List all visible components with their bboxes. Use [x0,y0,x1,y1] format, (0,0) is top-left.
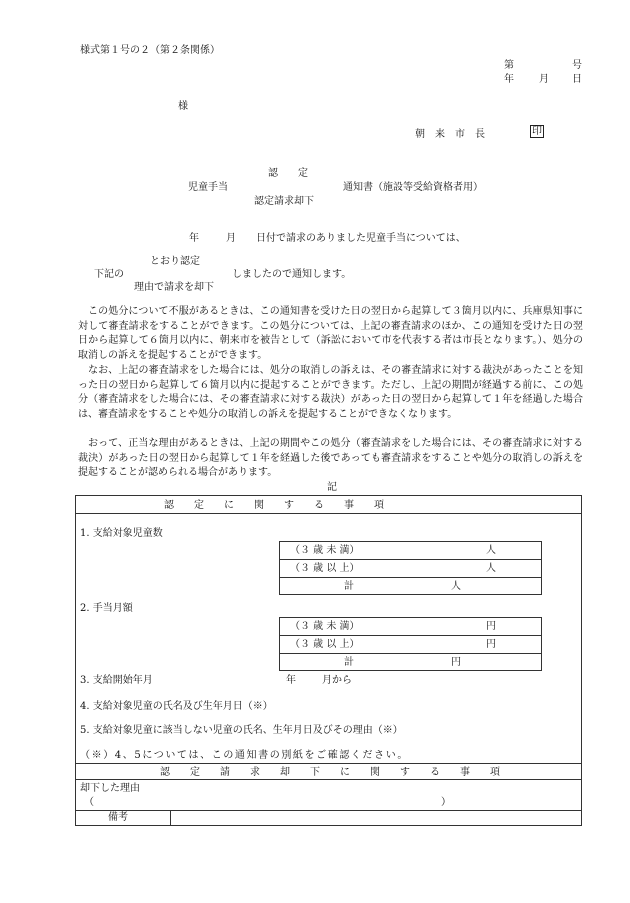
date-month: 月 [539,74,549,85]
appeal-paragraph-3: おって、正当な理由があるときは、上記の期間やこの処分（審査請求をした場合には、その審査請求に対する裁決）があった日の翌日から起算して１年を経過した後であっても審査請求をすることや処分の取消しの訴えを提起することが認められる場合があります。 [78,438,583,479]
intro-option-bottom: 理由で請求を却下 [134,282,214,293]
doc-no-label: 第 [504,60,514,71]
amount-total-label: 計 [344,657,354,668]
section1-header: 認 定 に 関 す る 事 項 [164,500,384,511]
reason-close-paren: ） [441,797,451,808]
reason-label: 却下した理由 [80,783,140,794]
title-option-bottom: 認定請求却下 [254,196,314,207]
intro-year: 年 [189,233,199,244]
title-option-top: 認 定 [268,168,308,179]
title-left: 児童手当 [188,182,228,193]
count-over3-unit: 人 [486,563,496,574]
item1-label: 1. 支給対象児童数 [80,528,163,539]
doc-no-unit: 号 [572,60,582,71]
amount-over3-unit: 円 [486,639,496,650]
appeal-paragraph-2: なお、上記の審査請求をした場合には、処分の取消しの訴えは、その審査請求に対する裁決があったことを知った日の翌日から起算して６箇月以内に提起することができます。ただし、上記の期間が経過する前に、この処分（審査請求をした場合には、その審査請求に対する裁決）があった日の翌日から起算して１年を経過した場合は、審査請求をすることや処分の取消しの訴えを提起することができなくなります。 [78,365,583,421]
item3-year: 年 [286,675,296,686]
amount-total-unit: 円 [451,657,461,668]
remarks-label: 備考 [108,812,128,823]
date-year: 年 [504,74,514,85]
count-total-unit: 人 [451,581,461,592]
item4-label: 4. 支給対象児童の氏名及び生年月日（※） [80,701,273,712]
count-under3-unit: 人 [486,545,496,556]
intro-prefix: 下記の [94,269,124,280]
intro-month: 月 [226,233,236,244]
item2-label: 2. 手当月額 [80,603,133,614]
amount-under3-unit: 円 [486,621,496,632]
count-over3-label: （３ 歳 以 上） [290,563,360,574]
ki-label: 記 [327,482,337,493]
amount-under3-label: （３ 歳 未 満） [290,621,360,632]
amount-over3-label: （３ 歳 以 上） [290,639,360,650]
count-under3-label: （３ 歳 未 満） [290,545,360,556]
date-day: 日 [572,74,582,85]
attachment-note: （※）4、5については、この通知書の別紙をご確認ください。 [80,750,409,761]
sender-name: 朝 来 市 長 [415,129,485,140]
item3-label: 3. 支給開始年月 [80,675,153,686]
addressee-suffix: 様 [178,101,188,112]
item5-label: 5. 支給対象児童に該当しない児童の氏名、生年月日及びその理由（※） [80,725,403,736]
count-total-label: 計 [344,581,354,592]
title-right: 通知書（施設等受給資格者用） [343,182,483,193]
intro-suffix: しましたので通知します。 [232,269,352,280]
seal-mark: 印 [532,126,542,137]
intro-text: 日付で請求のありました児童手当については、 [256,233,466,244]
appeal-paragraph-1: この処分について不服があるときは、この通知書を受けた日の翌日から起算して３箇月以内に、兵庫県知事に対して審査請求をすることができます。この処分については、上記の審査請求のほか、この通知を受けた日の翌日から起算して６箇月以内に、朝来市を被告として（訴訟において市を代表する者は市長となります。）、処分の取消しの訴えを提起することができます。 [78,306,583,362]
section2-header: 認 定 請 求 却 下 に 関 す る 事 項 [160,767,500,778]
item3-from: 月から [322,675,352,686]
form-number: 様式第１号の２（第２条関係） [80,45,220,56]
intro-option-top: とおり認定 [150,256,200,267]
reason-open-paren: （ [84,797,94,808]
